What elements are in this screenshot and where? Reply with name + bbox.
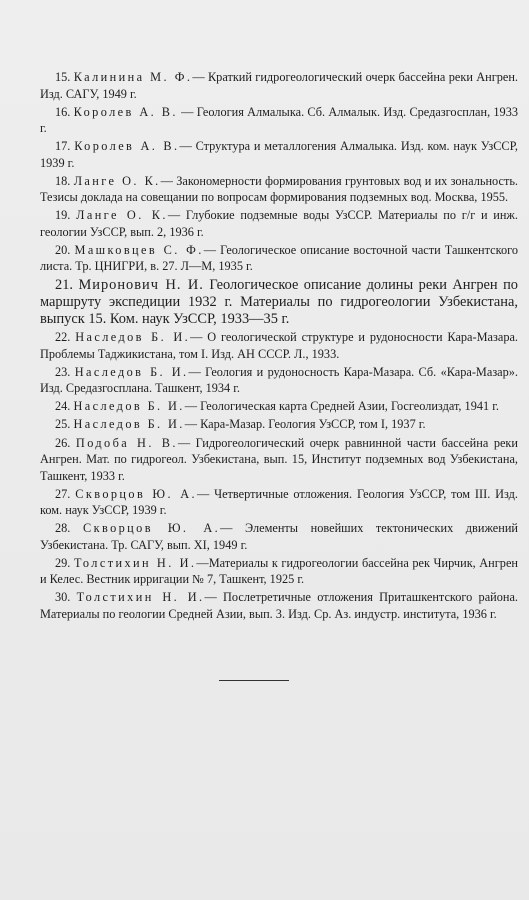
reference-item — [40, 486, 518, 519]
reference-text: — Закономерности формирования грунтовых вод и их зональность. Тезисы доклада на совещании по вопросам формирования подземных вод. Москва, 1955. — [40, 173, 519, 205]
reference-author: Наследов Б. И. — [74, 364, 189, 379]
reference-text: — Геологическое описание восточной части Ташкентского листа. Тр. ЦНИГРИ, в. 27. Л—М, 1935 г. — [40, 242, 519, 274]
reference-author: Королев А. В. — [73, 104, 178, 119]
reference-number: 28. — [55, 521, 71, 536]
reference-text: — Геология Алмалыка. Сб. Алмалык. Изд. Средазгосплан, 1933 г. — [40, 104, 518, 136]
reference-number: 15. — [55, 70, 71, 84]
reference-number: 16. — [55, 104, 71, 119]
reference-number: 18. — [55, 173, 71, 188]
reference-text: Геологическое описание долины реки Ангрен по маршруту экспедиции 1932 г. Материалы по гидрогеологии Узбекистана, выпуск 15. Ком. наук УзССР, 1933—35 г. — [40, 276, 518, 327]
reference-item — [40, 555, 518, 588]
reference-item — [40, 329, 518, 362]
reference-number: 25. — [55, 417, 71, 432]
reference-number: 20. — [55, 242, 71, 257]
reference-item — [40, 138, 518, 171]
reference-text: — Краткий гидрогеологический очерк бассейна реки Ангрен. Изд. САГУ, 1949 г. — [40, 70, 518, 101]
reference-number: 29. — [55, 555, 71, 570]
reference-item — [40, 589, 518, 622]
reference-author: Машковцев С. Ф. — [74, 242, 204, 257]
reference-author: Толстихин Н. И. — [76, 590, 205, 605]
end-divider-rule — [219, 680, 289, 681]
reference-number: 23. — [55, 364, 71, 379]
reference-author: Ланге О. К. — [73, 173, 161, 188]
reference-number: 22. — [55, 330, 71, 345]
reference-number: 26. — [55, 435, 71, 450]
reference-text: — Элементы новейших тектонических движений Узбекистана. Тр. САГУ, вып. XI, 1949 г. — [40, 521, 518, 552]
reference-text: — Гидрогеологический очерк равнинной части бассейна реки Ангрен. Мат. по гидрогеол. Узбекистана, вып. 15, Институт подземных вод Узбекистана, Ташкент, 1933 г. — [40, 435, 518, 483]
reference-text: — О геологической структуре и рудоносности Кара-Мазара. Проблемы Таджикистана, том I. Изд. АН СССР. Л., 1933. — [40, 330, 518, 361]
reference-list — [40, 69, 518, 624]
reference-author: Миронович Н. И. — [78, 276, 204, 293]
reference-item — [40, 435, 518, 485]
reference-number: 27. — [55, 486, 71, 501]
reference-author: Подоба Н. В. — [75, 435, 178, 450]
reference-item — [40, 364, 518, 397]
reference-text: — Кара-Мазар. Геология УзССР, том I, 1937 г. — [184, 417, 426, 432]
reference-author: Королев А. В. — [74, 139, 180, 154]
reference-number: 24. — [55, 399, 71, 414]
reference-item — [40, 416, 518, 433]
reference-author: Калинина М. Ф. — [73, 70, 193, 84]
reference-number: 30. — [55, 590, 71, 605]
reference-item — [40, 520, 518, 553]
reference-item — [40, 398, 518, 415]
reference-item — [40, 69, 518, 102]
reference-author: Скворцов Ю. А. — [82, 521, 221, 536]
reference-item — [40, 277, 518, 328]
reference-item — [40, 104, 518, 137]
reference-author: Наследов Б. И. — [73, 399, 185, 414]
reference-author: Наследов Б. И. — [73, 417, 185, 432]
reference-number: 19. — [55, 208, 71, 223]
reference-text: — Послетретичные отложения Приташкентского района. Материалы по геологии Средней Азии, вып. 3. Изд. Ср. Аз. индустр. института, 1936 г. — [40, 590, 518, 621]
reference-text: — Геология и рудоносность Кара-Мазара. Сб. «Кара-Мазар». Изд. Средазгосплана. Ташкент, 1934 г. — [40, 364, 519, 396]
reference-text: — Четвертичные отложения. Геология УзССР, том III. Изд. ком. наук УзССР, 1939 г. — [40, 486, 518, 518]
reference-text: —Материалы к гидрогеологии бассейна рек Чирчик, Ангрен и Келес. Вестник ирригации № 7, Ташкент, 1925 г. — [40, 555, 518, 587]
reference-author: Скворцов Ю. А. — [75, 486, 197, 501]
reference-author: Толстихин Н. И. — [73, 555, 197, 570]
reference-item — [40, 207, 518, 240]
reference-text: — Геологическая карта Средней Азии, Госгеолиздат, 1941 г. — [184, 399, 499, 414]
reference-author: Наследов Б. И. — [75, 330, 191, 345]
reference-author: Ланге О. К. — [76, 208, 168, 223]
reference-item — [40, 242, 518, 275]
reference-text: — Структура и металлогения Алмалыка. Изд. ком. наук УзССР, 1939 г. — [40, 139, 519, 170]
reference-text: — Глубокие подземные воды УзССР. Материалы по г/г и инж. геологии УзССР, вып. 2, 1936 г. — [40, 208, 519, 239]
reference-item — [40, 173, 518, 206]
reference-number: 21. — [55, 276, 73, 293]
reference-number: 17. — [55, 139, 71, 154]
